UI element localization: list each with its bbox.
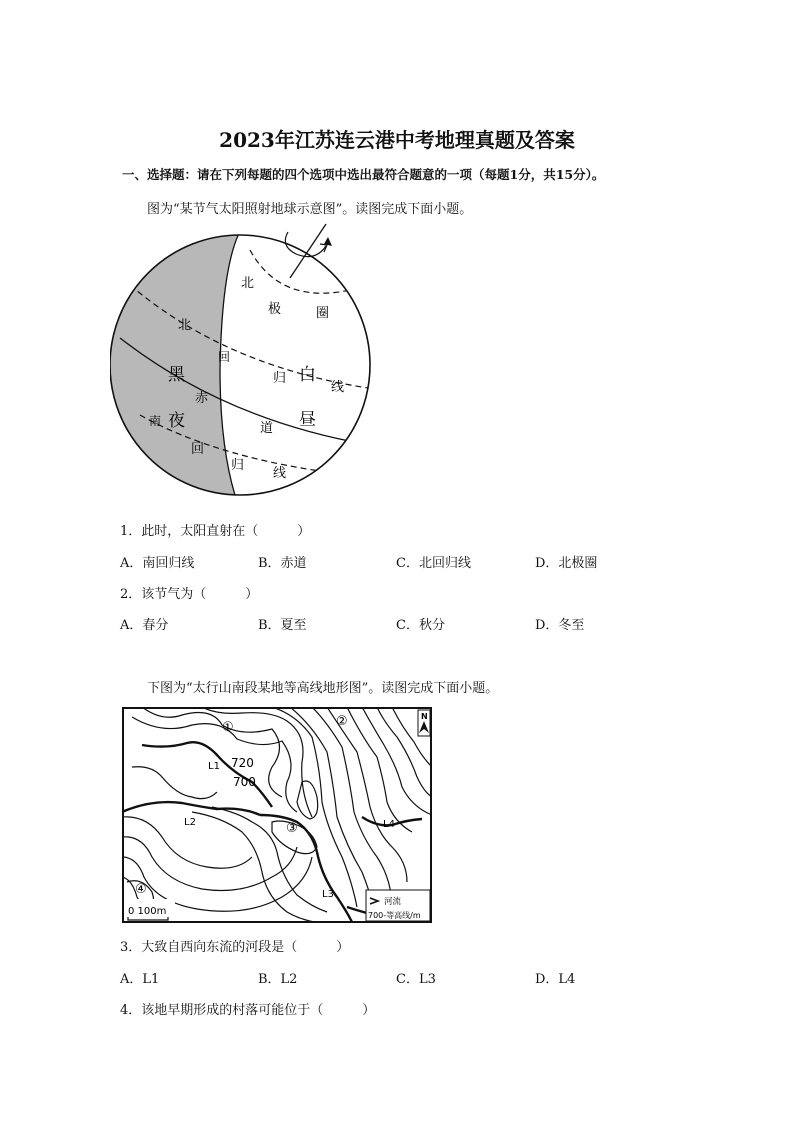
label-L2: L2 [184,817,196,828]
label-c3: ③ [286,821,298,836]
q2-option-d[interactable]: D．冬至 [535,618,585,633]
label-chi: 赤 [195,391,209,406]
q1-option-c[interactable]: C．北回归线 [396,556,471,571]
label-bei2: 北 [178,318,192,333]
legend-river-label: 河流 [384,897,402,907]
q3-option-d[interactable]: D．L4 [535,972,576,987]
q2-option-c[interactable]: C．秋分 [396,618,445,633]
question-1-stem: 1．此时，太阳直射在（ ） [120,524,311,539]
label-ye: 夜 [168,411,185,431]
label-ji: 极 [268,302,282,317]
label-c1: ① [222,720,234,735]
label-c2: ② [336,714,348,729]
north-label: N [421,712,428,721]
contour-line [132,767,217,799]
q2-option-b[interactable]: B．夏至 [258,618,307,633]
q1-option-d[interactable]: D．北极圈 [535,556,598,571]
question-4-stem: 4．该地早期形成的村落可能位于（ ） [120,1003,376,1018]
label-L3: L3 [322,889,334,900]
contour-line [212,807,327,912]
globe-figure [110,220,390,520]
contour-line [327,707,407,882]
contour-line [297,781,318,819]
q2-option-a[interactable]: A．春分 [120,618,169,633]
passage1-intro: 图为“某节气太阳照射地球示意图”。读图完成下面小题。 [147,202,473,217]
contour-line [142,707,282,797]
question-2-stem: 2．该节气为（ ） [120,587,259,602]
question-3-stem: 3．大致自西向东流的河段是（ ） [120,940,350,955]
label-xian: 线 [331,380,345,395]
river-L2 [122,802,260,815]
label-xian2: 线 [273,466,287,481]
label-zhou: 昼 [299,410,316,430]
label-hei: 黑 [168,365,185,385]
q3-option-a[interactable]: A．L1 [120,972,160,987]
legend-contour-label: 700-等高线/m [368,911,421,920]
page-title: 2023年江苏连云港中考地理真题及答案 [219,128,575,152]
label-nan: 南 [149,414,162,428]
contour-map-figure [122,707,434,925]
label-gui: 归 [273,371,287,386]
label-hui2: 回 [191,442,205,457]
label-dao: 道 [260,421,274,436]
label-quan: 圈 [316,306,330,321]
contour-line [122,837,297,891]
section-heading: 一、选择题：请在下列每题的四个选项中选出最符合题意的一项（每题1分，共15分）。 [122,167,605,182]
q3-option-b[interactable]: B．L2 [258,972,298,987]
elevation-700: 700 [233,775,256,789]
q1-option-a[interactable]: A．南回归线 [120,556,195,571]
label-c4: ④ [135,882,147,897]
scale-label: 0 100m [128,906,167,917]
q1-option-b[interactable]: B．赤道 [258,556,307,571]
label-L4: L4 [383,819,395,830]
label-hui: 回 [218,350,231,364]
passage2-intro: 下图为“太行山南段某地等高线地形图”。读图完成下面小题。 [147,681,499,696]
q3-option-c[interactable]: C．L3 [396,972,436,987]
label-bai: 白 [299,365,316,385]
label-bei: 北 [241,276,255,291]
label-gui2: 归 [231,458,245,473]
label-L1: L1 [208,761,220,772]
circle-labels [135,714,348,897]
river-main [260,815,352,922]
elevation-720: 720 [231,756,254,770]
